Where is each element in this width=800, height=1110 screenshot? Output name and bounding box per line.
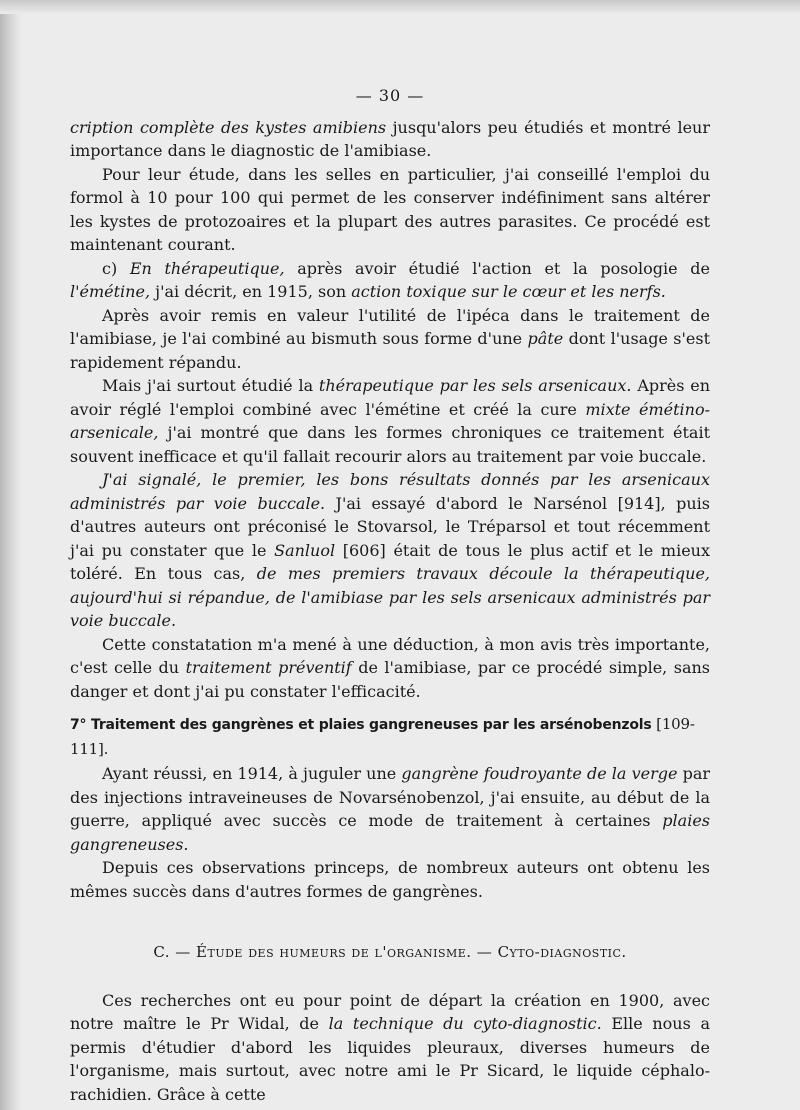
- section-heading-gangrene: 7° Traitement des gangrènes et plaies gangreneuses par les arsénobenzols [109-111].: [70, 715, 695, 758]
- page-number: — 30 —: [355, 86, 425, 105]
- paragraph-observations: Depuis ces observations princeps, de nombreux auteurs ont obtenu les mêmes succès dans d'autres formes de gangrènes.: [70, 858, 710, 901]
- paragraph-gangrene: Ayant réussi, en 1914, à juguler une gangrène foudroyante de la verge par des injections intraveineuses de Novarsénobenzol, j'ai ensuite, au début de la guerre, appliqué avec succès ce mode de traitement à certaines plaies gangreneuses.: [70, 764, 711, 854]
- paragraph-oral-route: J'ai signalé, le premier, les bons résultats donnés par les arsenicaux administrés par voie buccale. J'ai essayé d'abord le Narsénol [914], puis d'autres auteurs ont préconisé le Stovarsol, le Tréparsol et tout récemment j'ai pu constater que le Sanluol [606] était de tous le plus actif et le mieux toléré. En tous cas, de mes premiers travaux découle la thérapeutique, aujourd'hui si répandue, de l'amibiase par les sels arsenicaux administrés par voie buccale.: [70, 470, 711, 630]
- paragraph-cytodiagnostic: Ces recherches ont eu pour point de départ la création en 1900, avec notre maître le Pr Widal, de la technique du cyto-diagnostic. Elle nous a permis d'étudier d'abord les liquides pleuraux, diverses humeurs de l'organisme, mais surtout, avec notre ami le Pr Sicard, le liquide céphalo-rachidien. Grâce à cette: [70, 990, 710, 1104]
- paragraph-arsenicals: Mais j'ai surtout étudié la thérapeutique par les sels arsenicaux. Après en avoir réglé l'emploi combiné avec l'émétine et créé la cure mixte émétino-arsenicale, j'ai montré que dans les formes chroniques ce traitement était souvent inefficace et qu'il fallait recourir alors au traitement par voie buccale.: [70, 376, 711, 466]
- paragraph-preventive: Cette constatation m'a mené à une déduction, à mon avis très importante, c'est celle du traitement préventif de l'amibiase, par ce procédé simple, sans danger et dont j'ai pu constater l'efficacité.: [70, 634, 711, 701]
- paragraph-formol: Pour leur étude, dans les selles en particulier, j'ai conseillé l'emploi du formol à 10 pour 100 qui permet de les conserver indéfiniment sans altérer les kystes de protozoaires et la plupart des autres parasites. Ce procédé est maintenant courant.: [70, 164, 710, 254]
- paragraph-ipeca: Après avoir remis en valeur l'utilité de l'ipéca dans le traitement de l'amibiase, je l'ai combiné au bismuth sous forme d'une pâte dont l'usage s'est rapidement répandu.: [70, 305, 711, 372]
- paragraph-cysts: cription complète des kystes amibiens jusqu'alors peu étudiés et montré leur importance dans le diagnostic de l'amibiase.: [70, 117, 711, 160]
- emphasis: cription complète des kystes amibiens: [70, 117, 387, 137]
- paragraph-therapeutics: c) En thérapeutique, après avoir étudié l'action et la posologie de l'émétine, j'ai décrit, en 1915, son action toxique sur le cœur et les nerfs.: [70, 258, 710, 301]
- chapter-heading: C. — Étude des humeurs de l'organisme. — Cyto-diagnostic.: [153, 943, 627, 961]
- document-page: [70, 84, 710, 1106]
- scan-shadow-left: [0, 0, 22, 1110]
- scan-shadow-top: [0, 0, 800, 14]
